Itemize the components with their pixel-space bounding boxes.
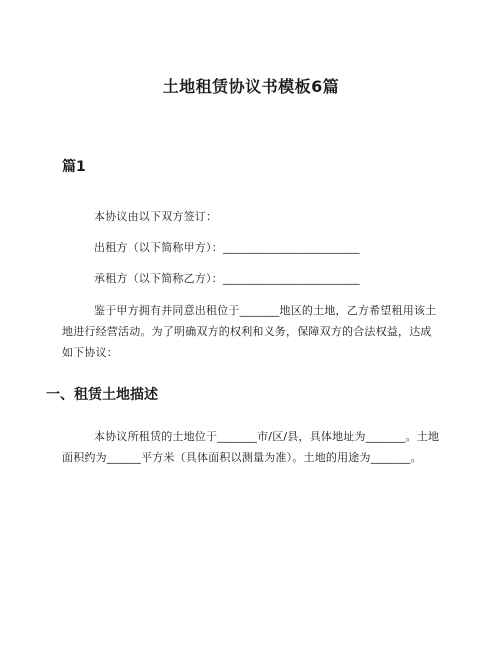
intro-paragraph: 本协议由以下双方签订： bbox=[94, 210, 218, 223]
lessee-line: 承租方（以下简称乙方）：________________________ bbox=[94, 272, 360, 285]
land-description-paragraph: 本协议所租赁的土地位于_______市/区/县，具体地址为_______。土地面积约为______平方米（具体面积以测量为准）。土地的用途为_______。 bbox=[62, 430, 440, 464]
preamble-paragraph: 鉴于甲方拥有并同意出租位于_______地区的土地，乙方希望租用该土地进行经营活动。为了明确双方的权利和义务，保障双方的合法权益，达成如下协议： bbox=[62, 304, 437, 359]
document-title: 土地租赁协议书模板6篇 bbox=[162, 77, 340, 96]
section-heading-land-description: 一、租赁土地描述 bbox=[46, 387, 158, 403]
part-heading: 篇1 bbox=[62, 159, 86, 175]
lessor-line: 出租方（以下简称甲方）：________________________ bbox=[94, 241, 360, 254]
